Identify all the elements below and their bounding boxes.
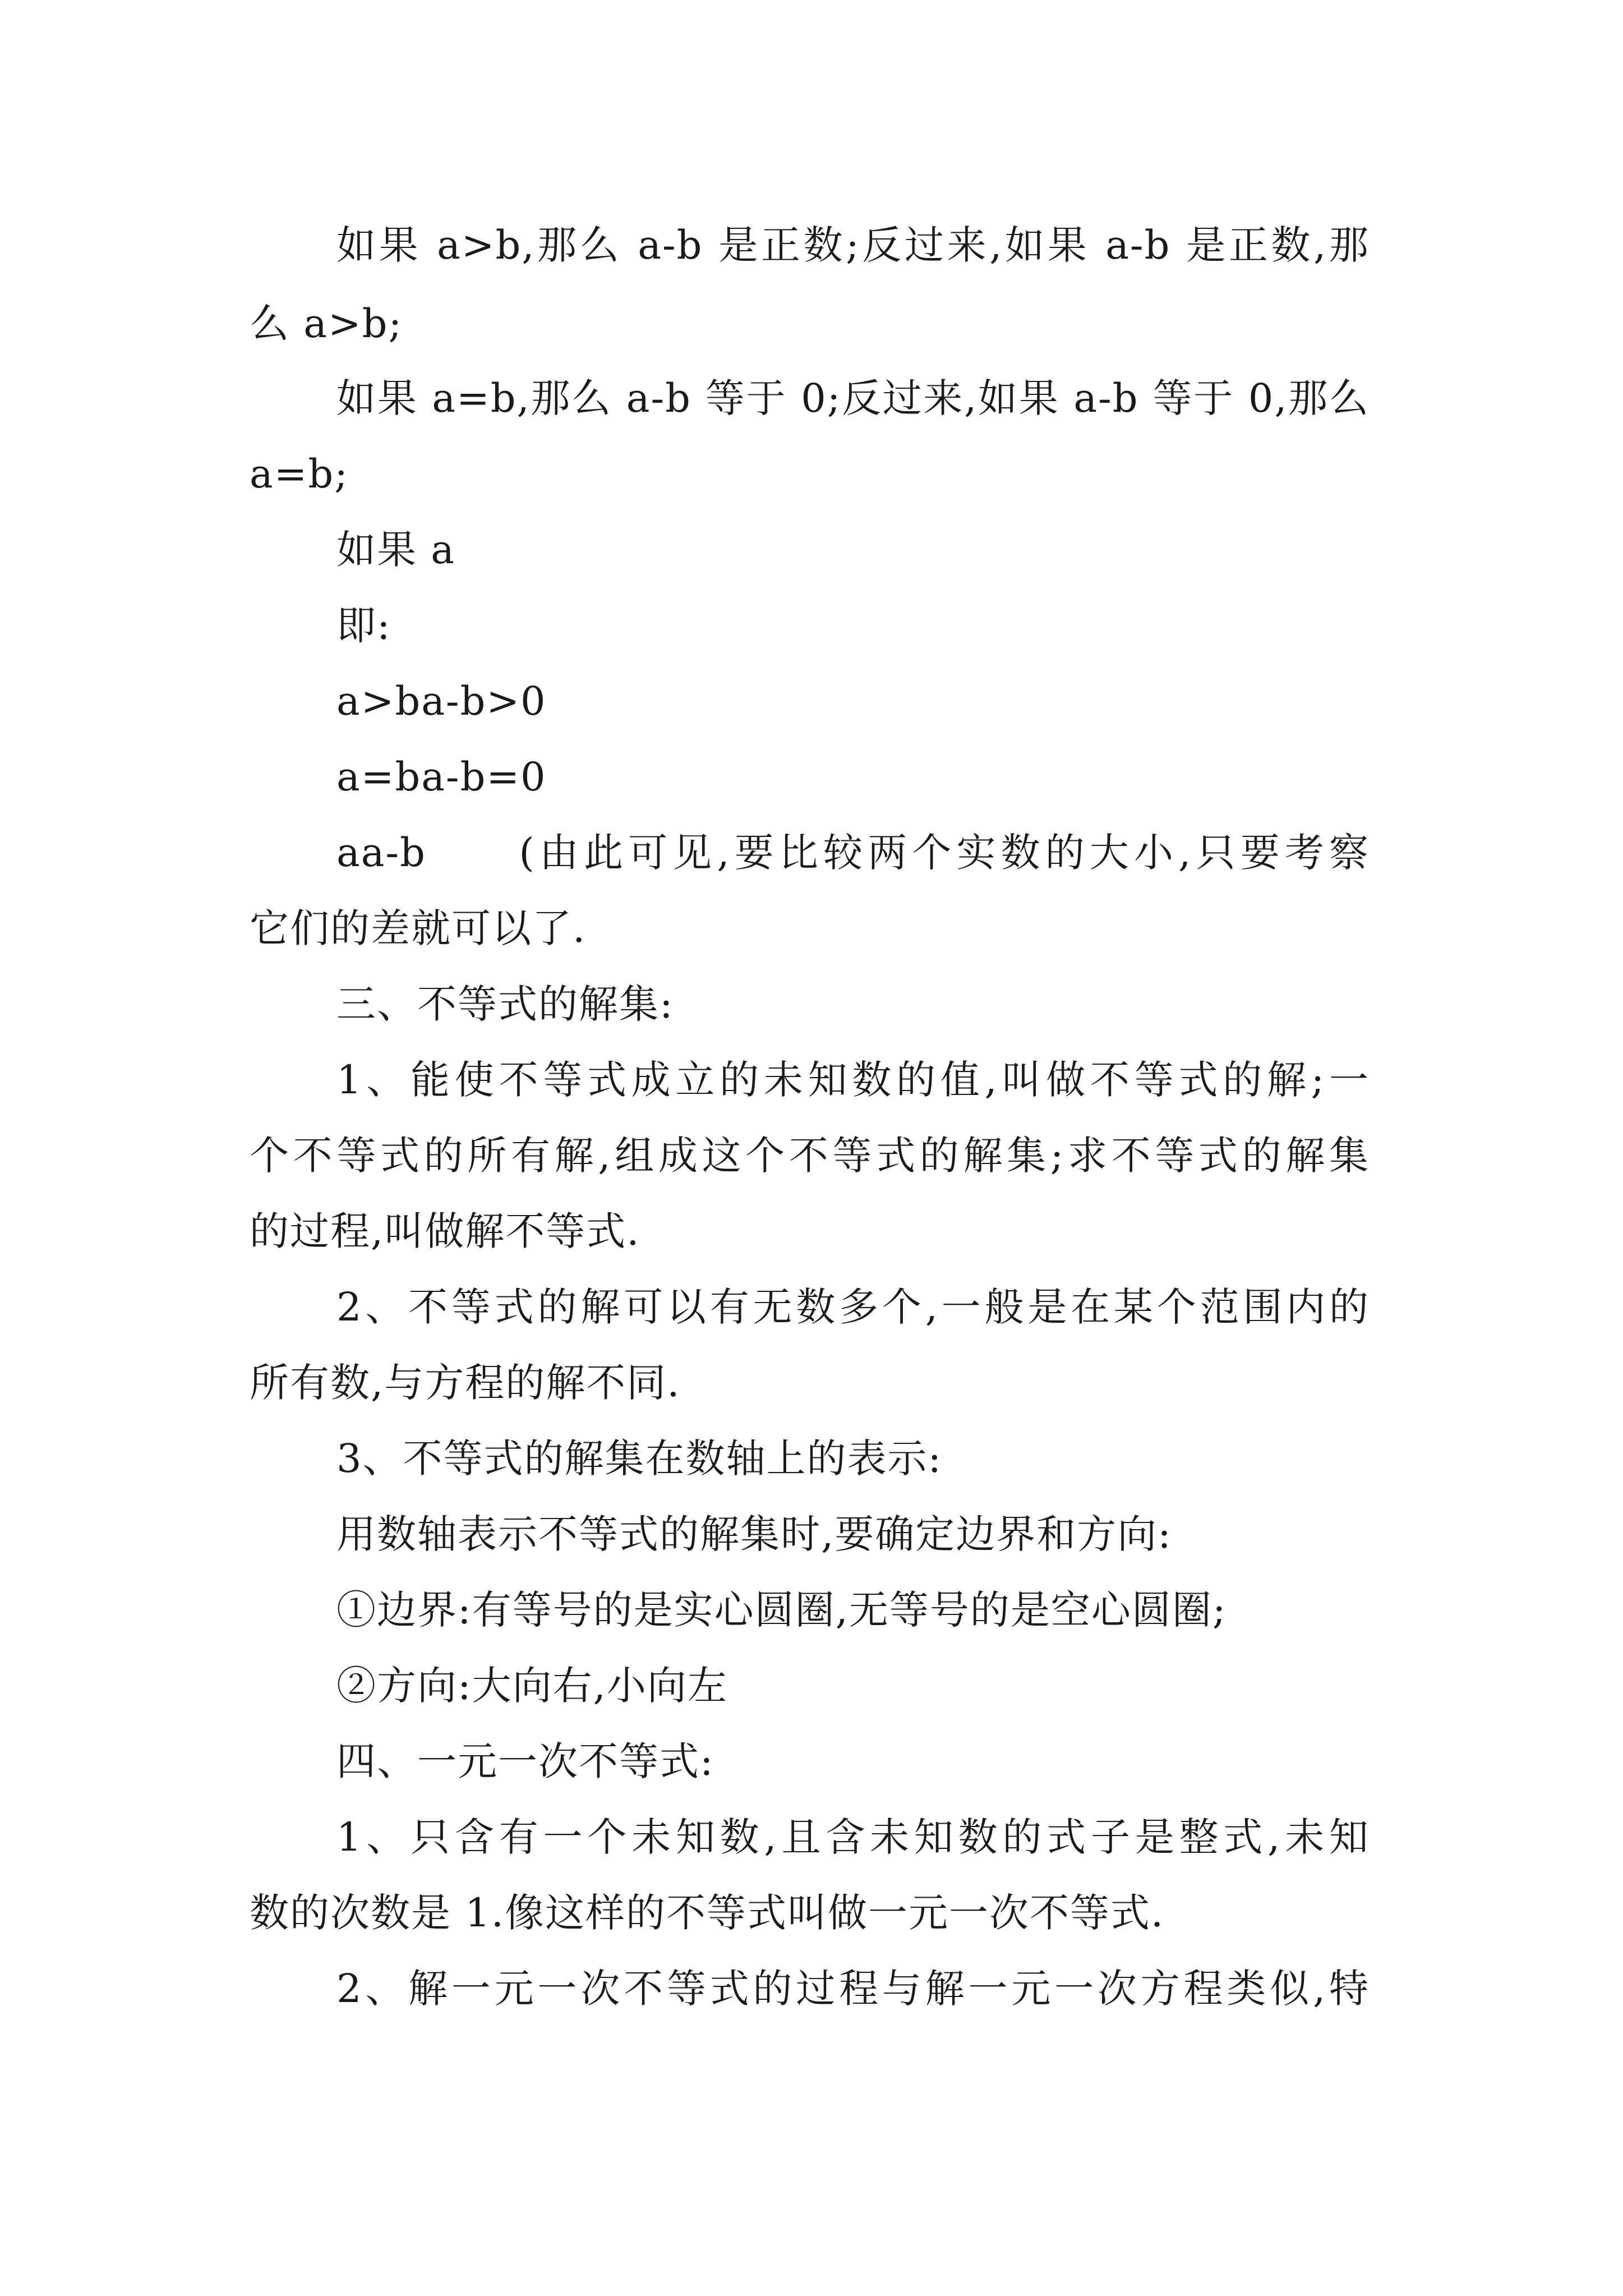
section-heading: 三、不等式的解集: <box>336 981 674 1027</box>
paragraph-line: 1、能使不等式成立的未知数的值,叫做不等式的解;一 <box>336 1057 1370 1103</box>
paragraph-line: ①边界:有等号的是实心圆圈,无等号的是空心圆圈; <box>336 1587 1227 1633</box>
formula-line: a>ba-b>0 <box>336 678 547 724</box>
paragraph-line: ②方向:大向右,小向左 <box>336 1663 728 1709</box>
paragraph-line: 1、只含有一个未知数,且含未知数的式子是整式,未知 <box>336 1814 1370 1860</box>
paragraph-line: 么 a>b; <box>250 301 403 347</box>
formula-line: a=ba-b=0 <box>336 754 547 800</box>
paragraph-line: 即: <box>336 602 391 648</box>
paragraph-line: 如果 a=b,那么 a-b 等于 0;反过来,如果 a-b 等于 0,那么 <box>336 375 1370 421</box>
paragraph-line: 2、不等式的解可以有无数多个,一般是在某个范围内的 <box>336 1284 1370 1330</box>
paragraph-line: 所有数,与方程的解不同. <box>250 1360 681 1406</box>
paragraph-line: aa-b (由此可见,要比较两个实数的大小,只要考察 <box>336 830 1370 876</box>
section-heading: 四、一元一次不等式: <box>336 1738 714 1784</box>
paragraph-line: 2、解一元一次不等式的过程与解一元一次方程类似,特 <box>336 1966 1370 2012</box>
paragraph-line: 它们的差就可以了. <box>250 905 587 951</box>
paragraph-line: 用数轴表示不等式的解集时,要确定边界和方向: <box>336 1511 1172 1557</box>
paragraph-line: 如果 a>b,那么 a-b 是正数;反过来,如果 a-b 是正数,那 <box>336 222 1370 268</box>
paragraph-line: 个不等式的所有解,组成这个不等式的解集;求不等式的解集 <box>250 1133 1370 1179</box>
paragraph-line: a=b; <box>250 451 349 497</box>
paragraph-line: 如果 a <box>336 527 455 573</box>
paragraph-line: 数的次数是 1.像这样的不等式叫做一元一次不等式. <box>250 1890 1165 1936</box>
paragraph-line: 3、不等式的解集在数轴上的表示: <box>336 1435 943 1481</box>
paragraph-line: 的过程,叫做解不等式. <box>250 1208 640 1254</box>
